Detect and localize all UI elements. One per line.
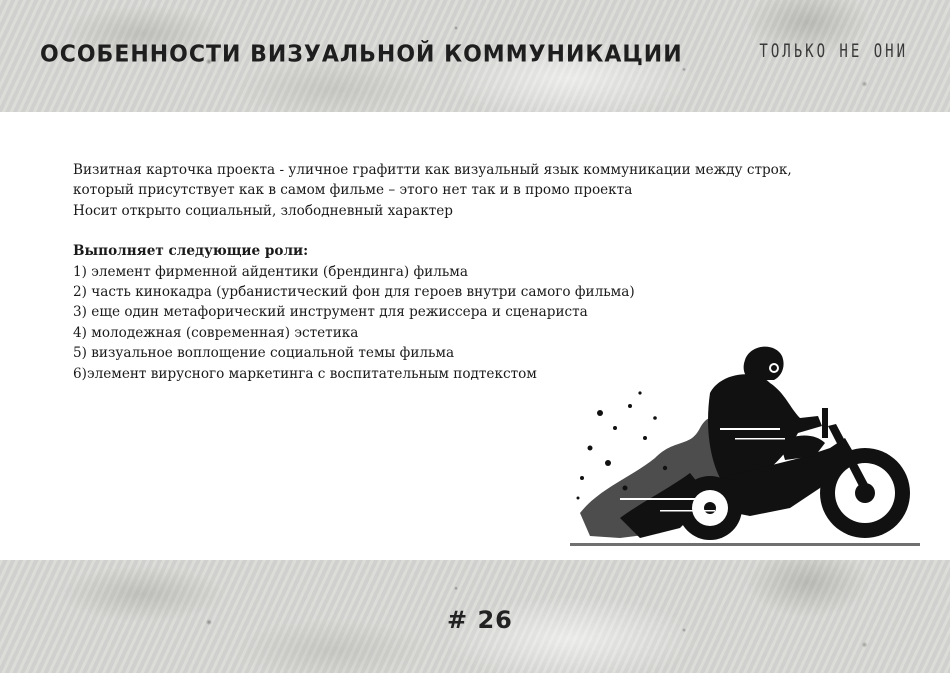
role-item-3: 3) еще один метафорический инструмент для режиссера и сценариста [73, 304, 588, 321]
intro-line-3: Носит открыто социальный, злободневный характер [73, 202, 453, 219]
intro-line-1: Визитная карточка проекта - уличное графитти как визуальный язык коммуникации между строк, [73, 162, 792, 178]
page-number: # 26 [447, 606, 513, 634]
role-item-1: 1) элемент фирменной айдентики (брендинга) фильма [73, 263, 468, 280]
role-item-6: 6)элемент вирусного маркетинга с воспитательным подтекстом [73, 365, 537, 382]
role-item-4: 4) молодежная (современная) эстетика [73, 324, 359, 341]
brand-label: ТОЛЬКО НЕ ОНИ [759, 41, 908, 63]
page-title: ОСОБЕННОСТИ ВИЗУАЛЬНОЙ КОММУНИКАЦИИ [40, 41, 683, 68]
intro-line-2: который присутствует как в самом фильме – этого нет так и в промо проекта [73, 182, 633, 199]
roles-heading: Выполняет следующие роли: [73, 243, 309, 260]
role-item-5: 5) визуальное воплощение социальной темы фильма [73, 345, 455, 362]
motorcycle-rider-stencil-icon [560, 338, 930, 553]
role-item-2: 2) часть кинокадра (урбанистический фон для героев внутри самого фильма) [73, 284, 635, 301]
